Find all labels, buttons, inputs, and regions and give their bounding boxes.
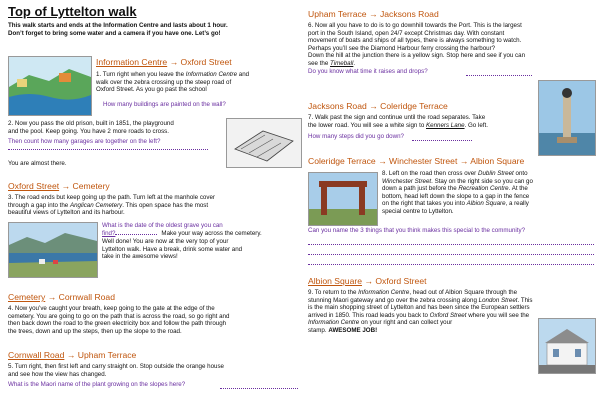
intro: This walk starts and ends at the Information Centre and lasts about 1 hour. Don’t forget to bring some water and a camera if you have one. Let’s go! xyxy=(8,22,228,37)
section-9-text: 9. To return to the Information Centre, head out of Albion Square through the stunning Maori gateway and go over the zebra crossing along London Street. This is the main shopping street of Lyttelton and has been since the European settlers arrived in 1850. This road leads you back to Oxford Street where you will see the xyxy=(308,289,533,319)
section-3-heading: Oxford Street → Cemetery xyxy=(8,181,110,191)
gateway-image xyxy=(308,172,378,226)
answer-line xyxy=(466,75,532,76)
section-6-question: Do you know what time it raises and drops? xyxy=(308,68,428,75)
section-5-heading: Cornwall Road → Upham Terrace xyxy=(8,350,137,360)
prison-plan-image xyxy=(226,118,302,168)
section-2-text: 2. Now you pass the old prison, built in 1851, the playground and the pool. Keep going. You have 2 more roads to cross. xyxy=(8,120,174,135)
answer-line xyxy=(308,244,594,245)
section-3-text: 3. The road ends but keep going up the path. Turn left at the manhole cover through a gap into the Anglican Cemetery. This open space has the most beautiful views of Lyttelton and its harbour. xyxy=(8,194,215,217)
section-7-question: How many steps did you go down? xyxy=(308,133,404,140)
section-8-text: 8. Left on the road then cross over Dublin Street onto Winchester Street. Stay on the right side so you can go down a path just before the Recreation Centre. At the bottom, head left down the slope to a gap in the fence on the right that takes you into Albion Square, a really special centre to Lyttelton. xyxy=(382,170,533,215)
section-5-text: 5. Turn right, then first left and carry straight on. Stop outside the orange house and see how the view has changed. xyxy=(8,363,224,378)
section-1-text: 1. Turn right when you leave the Information Centre and walk over the zebra crossing up the steep road of Oxford Street. As you go past the school xyxy=(96,71,250,94)
section-8-question: Can you name the 3 things that you think makes this special to the community? xyxy=(308,227,526,234)
section-6-heading: Upham Terrace → Jacksons Road xyxy=(308,9,439,19)
section-3-note: Well done! You are now at the very top of your Lyttelton walk. Have a break, drink some water and take in the awesome views! xyxy=(102,238,243,261)
harbour-view-image xyxy=(8,222,98,278)
answer-line xyxy=(308,264,594,265)
section-9-heading: Albion Square → Oxford Street xyxy=(308,276,427,286)
section-3-question: What is the date of the oldest grave you can find? Make your way across the cemetery. xyxy=(102,222,262,237)
answer-line xyxy=(412,140,472,141)
section-1-heading: Information Centre → Oxford Street xyxy=(96,57,232,67)
answer-line xyxy=(308,254,594,255)
section-1-question: How many buildings are painted on the wall? xyxy=(103,101,226,108)
section-2-note: You are almost there. xyxy=(8,160,67,167)
section-2-question: Then count how many garages are together on the left? xyxy=(8,138,161,145)
section-4-heading: Cemetery → Cornwall Road xyxy=(8,292,115,302)
section-4-text: 4. Now you’ve caught your breath, keep going to the gate at the edge of the cemetery. You are going to go on the path that is across the road, so go right and then back down the road to the green electricity box and follow the path through the trees, down and up the steps, then up the slope to the road. xyxy=(8,305,230,335)
page-title: Top of Lyttelton walk xyxy=(8,4,137,19)
section-7-text: 7. Walk past the sign and continue until the road separates. Take the lower road. You will see a white sign to Kenners Lane. Go left. xyxy=(308,114,488,129)
section-6-text: 6. Now all you have to do is to go downhill towards the Port. This is the largest port in the South Island, open 24/7 except Christmas day. With constant movement of boats and ships of all types, there is always something to watch. Perhaps you’ll see the Diamond Harbour ferry crossing the harbour? Down the hill at the junction there is a yellow sign. Stop here and see if you can see the Timeball. xyxy=(308,22,526,67)
section-5-question: What is the Maori name of the plant growing on the slopes here? xyxy=(8,381,186,388)
info-centre-building-image xyxy=(538,318,596,374)
info-centre-mural-image xyxy=(8,56,92,116)
answer-line xyxy=(220,388,298,389)
answer-line xyxy=(8,149,208,150)
section-7-heading: Jacksons Road → Coleridge Terrace xyxy=(308,101,448,111)
timeball-image xyxy=(538,80,596,156)
section-8-heading: Coleridge Terrace → Winchester Street → Albion Square xyxy=(308,156,525,166)
section-9-end: Information Centre on your right and can collect your stamp. AWESOME JOB! xyxy=(308,319,453,334)
